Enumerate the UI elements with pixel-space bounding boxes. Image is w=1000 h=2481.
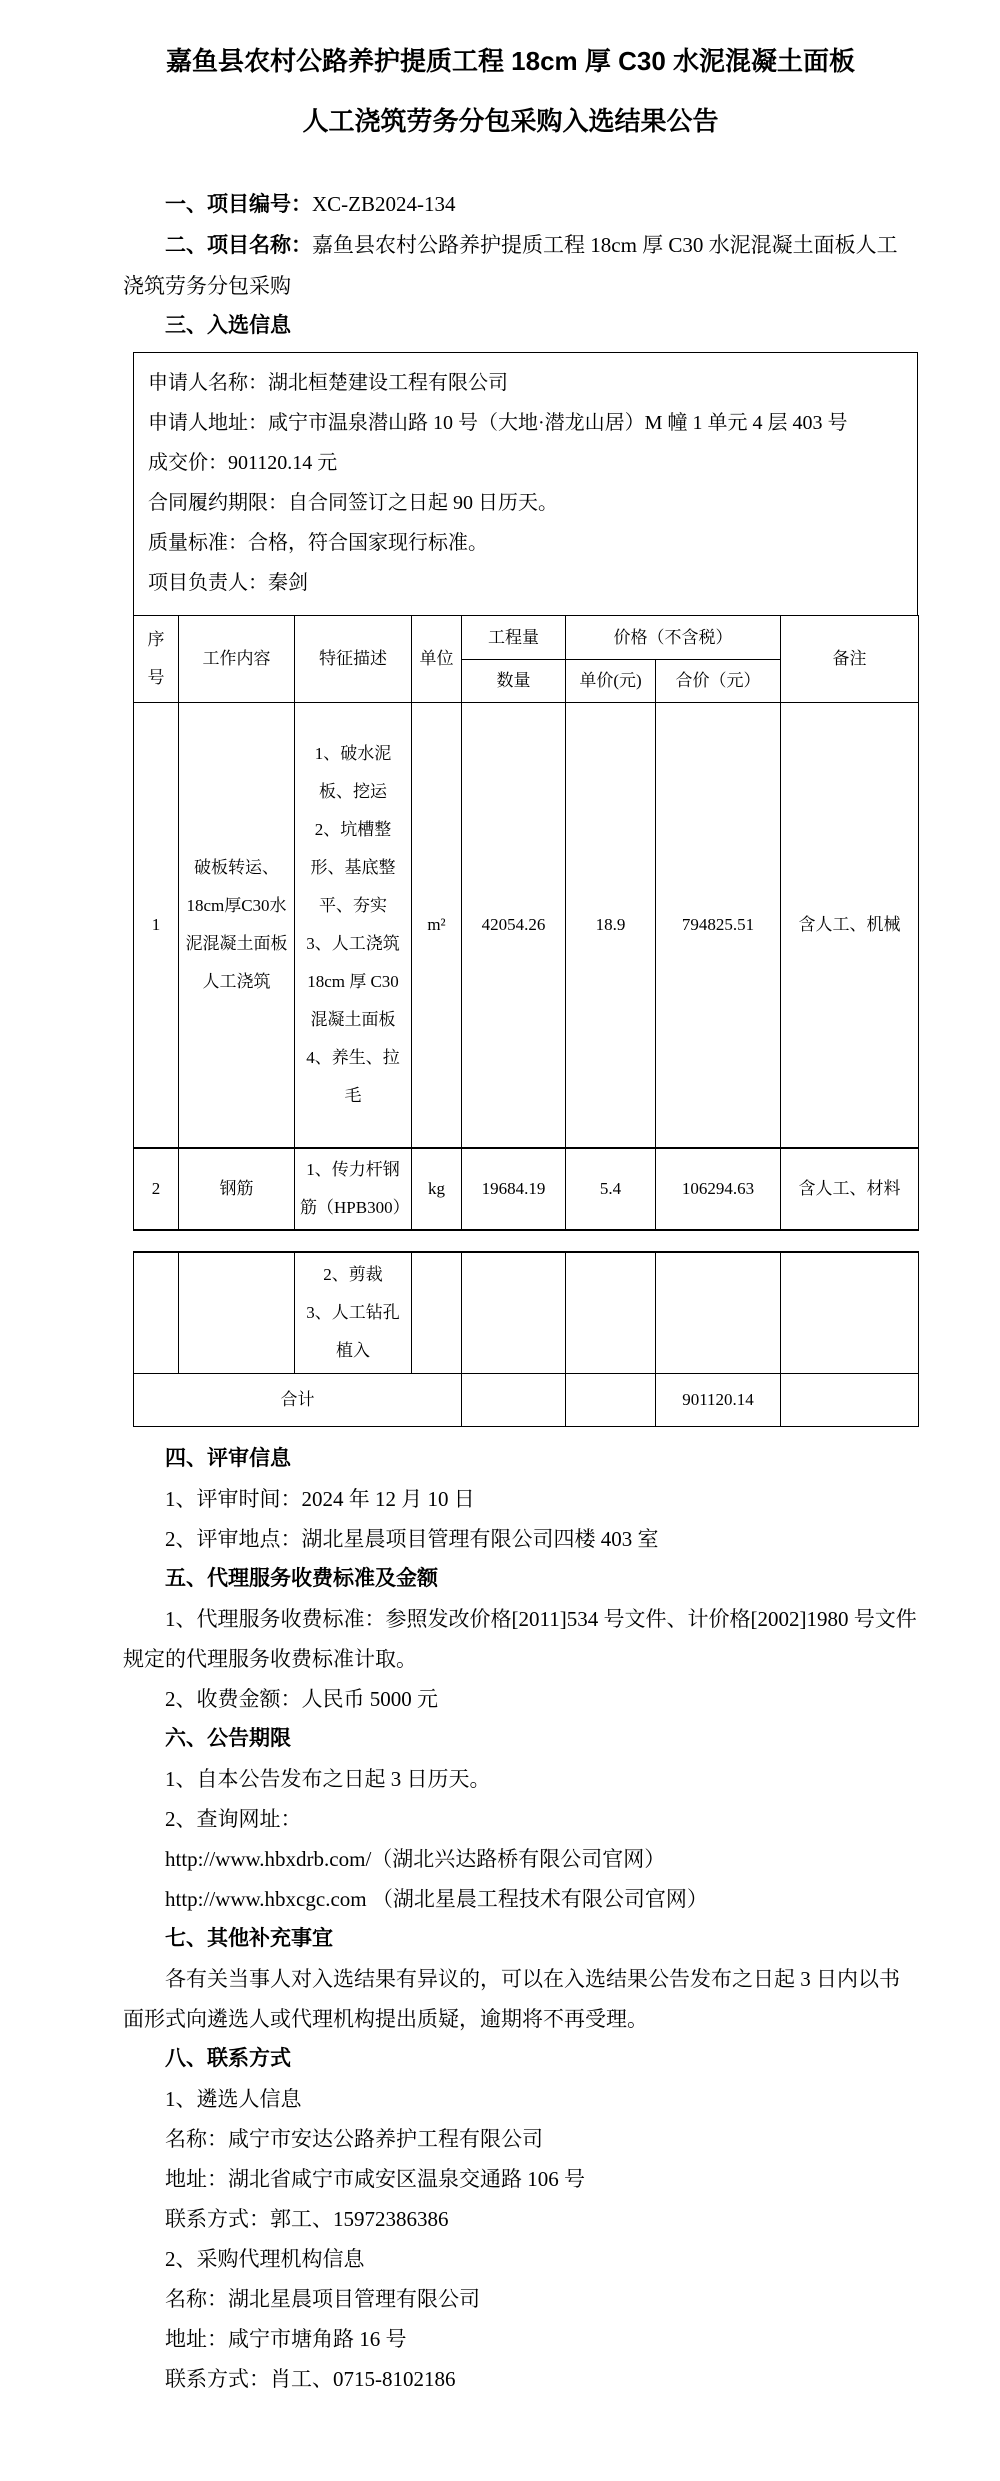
selector-contact-line: 联系方式：郭工、15972386386 xyxy=(165,2207,449,2231)
section-heading-other: 七、其他补充事宜 xyxy=(165,1927,333,1950)
fee-table xyxy=(133,615,919,1231)
notice-period-line: 1、自本公告发布之日起 3 日历天。 xyxy=(165,1767,491,1791)
cell-feature: 1、破水泥板、挖运 2、坑槽整形、基底整平、夯实 3、人工浇筑 18cm 厚 C30 混凝土面板 4、养生、拉毛 xyxy=(295,703,412,1148)
cell-unit-price: 5.4 xyxy=(566,1148,656,1230)
cell-work: 破板转运、18cm厚C30水泥混凝土面板人工浇筑 xyxy=(179,703,295,1148)
project-number-label: 一、项目编号： xyxy=(165,193,312,216)
total-label-cell: 合计 xyxy=(134,1374,462,1427)
project-name-line xyxy=(123,225,918,306)
table-row-2-continuation xyxy=(134,1252,919,1374)
table-row-2 xyxy=(134,1148,919,1230)
cell-total-price: 106294.63 xyxy=(656,1148,781,1230)
agency-name-line: 名称：湖北星晨项目管理有限公司 xyxy=(165,2287,480,2311)
cell-quantity: 19684.19 xyxy=(462,1148,566,1230)
quality-standard-line: 质量标准：合格，符合国家现行标准。 xyxy=(148,532,488,554)
project-name-value: 嘉鱼县农村公路养护提质工程 18cm 厚 C30 水泥混凝土面板人工浇筑劳务分包采购 xyxy=(123,233,898,298)
query-url-label-line: 2、查询网址： xyxy=(165,1807,302,1831)
total-price-cell: 901120.14 xyxy=(656,1374,781,1427)
header-quantity: 数量 xyxy=(462,660,566,703)
cell-remark: 含人工、材料 xyxy=(781,1148,919,1230)
header-remark: 备注 xyxy=(781,616,919,703)
header-unit: 单位 xyxy=(412,616,462,703)
selection-info-box xyxy=(133,352,918,615)
section-heading-notice-period: 六、公告期限 xyxy=(165,1727,291,1750)
project-name-label: 二、项目名称： xyxy=(165,234,312,257)
applicant-address-line: 申请人地址：咸宁市温泉潜山路 10 号（大地·潜龙山居）M 幢 1 单元 4 层 403 号 xyxy=(148,412,848,434)
title-line-1: 嘉鱼县农村公路养护提质工程 18cm 厚 C30 水泥混凝土面板 xyxy=(165,46,856,76)
fee-table-continued xyxy=(133,1251,919,1428)
document-title xyxy=(103,42,918,140)
query-url-line-1: http://www.hbxdrb.com/（湖北兴达路桥有限公司官网） xyxy=(165,1847,666,1871)
selector-name-line: 名称：咸宁市安达公路养护工程有限公司 xyxy=(165,2127,543,2151)
header-work: 工作内容 xyxy=(179,616,295,703)
header-price-group: 价格（不含税） xyxy=(566,616,781,660)
selector-address-line: 地址：湖北省咸宁市咸安区温泉交通路 106 号 xyxy=(165,2167,585,2191)
project-number-line xyxy=(123,184,918,225)
project-number-value: XC-ZB2024-134 xyxy=(312,192,456,216)
cell-work: 钢筋 xyxy=(179,1148,295,1230)
selection-info-heading: 三、入选信息 xyxy=(165,314,291,337)
table-row-1 xyxy=(134,703,919,1148)
header-quantity-group: 工程量 xyxy=(462,616,566,660)
section-heading-contact: 八、联系方式 xyxy=(165,2047,291,2070)
cell-feature: 1、传力杆钢筋（HPB300） xyxy=(295,1148,412,1230)
total-remark-empty xyxy=(781,1374,919,1427)
fee-amount-line: 2、收费金额：人民币 5000 元 xyxy=(165,1687,438,1711)
intro-section xyxy=(123,184,918,346)
review-place-line: 2、评审地点：湖北星晨项目管理有限公司四楼 403 室 xyxy=(165,1527,659,1551)
cell-unit: kg xyxy=(412,1148,462,1230)
total-quantity-empty xyxy=(462,1374,566,1427)
cell-total-price: 794825.51 xyxy=(656,703,781,1148)
cell-seq-empty xyxy=(134,1252,179,1374)
objection-line: 各有关当事人对入选结果有异议的，可以在入选结果公告发布之日起 3 日内以书面形式向遴选人或代理机构提出质疑，逾期将不再受理。 xyxy=(123,1967,900,2031)
total-unit-price-empty xyxy=(566,1374,656,1427)
cell-total-price-empty xyxy=(656,1252,781,1374)
cell-quantity: 42054.26 xyxy=(462,703,566,1148)
cell-remark-empty xyxy=(781,1252,919,1374)
cell-seq: 1 xyxy=(134,703,179,1148)
cell-unit: m² xyxy=(412,703,462,1148)
agency-contact-line: 联系方式：肖工、0715-8102186 xyxy=(165,2367,456,2391)
header-total-price: 合价（元） xyxy=(656,660,781,703)
applicant-name-line: 申请人名称：湖北桓楚建设工程有限公司 xyxy=(148,372,508,394)
table-total-row xyxy=(134,1374,919,1427)
section-heading-agency-fee: 五、代理服务收费标准及金额 xyxy=(165,1567,438,1590)
section-heading-review: 四、评审信息 xyxy=(165,1447,291,1470)
cell-work-empty xyxy=(179,1252,295,1374)
cell-remark: 含人工、机械 xyxy=(781,703,919,1148)
deal-price-line: 成交价：901120.14 元 xyxy=(148,452,338,474)
cell-unit-price-empty xyxy=(566,1252,656,1374)
header-seq: 序号 xyxy=(134,616,179,703)
header-unit-price: 单价(元) xyxy=(566,660,656,703)
cell-seq: 2 xyxy=(134,1148,179,1230)
cell-feature-continued: 2、剪裁 3、人工钻孔植入 xyxy=(295,1252,412,1374)
project-manager-line: 项目负责人：秦剑 xyxy=(148,572,308,594)
cell-unit-empty xyxy=(412,1252,462,1374)
query-url-line-2: http://www.hbxcgc.com （湖北星晨工程技术有限公司官网） xyxy=(165,1887,708,1911)
cell-unit-price: 18.9 xyxy=(566,703,656,1148)
contract-period-line: 合同履约期限：自合同签订之日起 90 日历天。 xyxy=(148,492,558,514)
agency-address-line: 地址：咸宁市塘角路 16 号 xyxy=(165,2327,407,2351)
body-sections xyxy=(123,1439,918,2399)
agency-info-label-line: 2、采购代理机构信息 xyxy=(165,2247,365,2271)
selector-info-label-line: 1、遴选人信息 xyxy=(165,2087,302,2111)
title-line-2: 人工浇筑劳务分包采购入选结果公告 xyxy=(302,106,719,136)
fee-standard-line: 1、代理服务收费标准：参照发改价格[2011]534 号文件、计价格[2002]1980 号文件规定的代理服务收费标准计取。 xyxy=(123,1607,917,1671)
review-time-line: 1、评审时间：2024 年 12 月 10 日 xyxy=(165,1487,475,1511)
header-feature: 特征描述 xyxy=(295,616,412,703)
cell-quantity-empty xyxy=(462,1252,566,1374)
